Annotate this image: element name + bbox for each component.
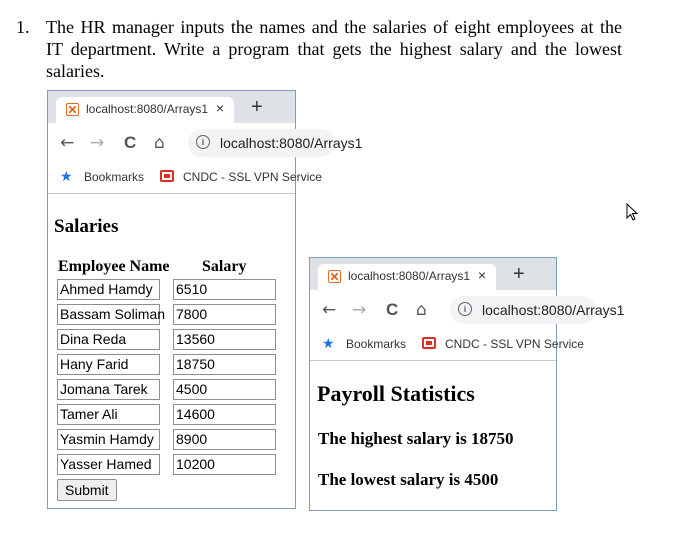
salary-input[interactable]: 13560 — [173, 329, 276, 350]
bookmarks-label[interactable]: Bookmarks — [346, 337, 407, 351]
salary-input[interactable]: 4500 — [173, 379, 276, 400]
salary-input[interactable]: 8900 — [173, 429, 276, 450]
question-number: 1. — [16, 17, 30, 37]
back-icon[interactable]: ← — [60, 133, 75, 153]
salary-input[interactable]: 7800 — [173, 304, 276, 325]
browser-tab[interactable] — [56, 97, 234, 123]
page-title: Payroll Statistics — [317, 381, 475, 406]
bookmarks-bar — [310, 330, 584, 361]
site-info-icon[interactable]: i — [458, 302, 472, 316]
tab-title: localhost:8080/Arrays1 — [348, 269, 471, 283]
home-icon[interactable]: ⌂ — [154, 133, 165, 153]
site-info-icon[interactable]: i — [196, 135, 210, 149]
bookmarks-star-icon: ★ — [60, 168, 73, 184]
page-title: Salaries — [54, 216, 119, 237]
browser-toolbar — [48, 123, 363, 163]
home-icon[interactable]: ⌂ — [416, 300, 427, 320]
url-text: localhost:8080/Arrays1 — [220, 135, 363, 151]
employee-name-input[interactable]: Bassam Soliman — [57, 304, 160, 325]
highest-salary-text: The highest salary is 18750 — [318, 429, 514, 448]
browser-tab[interactable] — [318, 264, 496, 290]
salary-input[interactable]: 14600 — [173, 404, 276, 425]
mouse-cursor-icon — [626, 203, 640, 223]
employee-name-input[interactable]: Dina Reda — [57, 329, 160, 350]
employee-name-input[interactable]: Yasmin Hamdy — [57, 429, 160, 450]
employee-name-input[interactable]: Hany Farid — [57, 354, 160, 375]
tab-strip — [48, 91, 295, 123]
employee-name-input[interactable]: Yasser Hamed — [57, 454, 160, 475]
column-header-salary: Salary — [202, 258, 247, 275]
tomcat-favicon-icon — [328, 270, 341, 283]
close-tab-icon[interactable]: × — [215, 100, 224, 116]
url-text: localhost:8080/Arrays1 — [482, 302, 625, 318]
salary-input[interactable]: 18750 — [173, 354, 276, 375]
page-content — [310, 361, 556, 510]
reload-icon[interactable]: C — [386, 300, 399, 319]
employee-name-input[interactable]: Tamer Ali — [57, 404, 160, 425]
vpn-bookmark[interactable]: CNDC - SSL VPN Service — [183, 170, 322, 184]
question-line: The HR manager inputs the names and the salaries of eight employees at the — [46, 17, 622, 37]
new-tab-icon[interactable]: + — [513, 263, 525, 285]
bookmarks-bar — [48, 163, 322, 194]
forward-icon[interactable]: → — [352, 300, 367, 320]
salaries-browser-window — [47, 90, 363, 509]
employee-name-input[interactable]: Jomana Tarek — [57, 379, 160, 400]
salary-input[interactable]: 10200 — [173, 454, 276, 475]
vpn-bookmark[interactable]: CNDC - SSL VPN Service — [445, 337, 584, 351]
employee-name-input[interactable]: Ahmed Hamdy — [57, 279, 160, 300]
new-tab-icon[interactable]: + — [251, 96, 263, 118]
question-text — [46, 16, 622, 82]
salary-input[interactable]: 6510 — [173, 279, 276, 300]
bookmarks-label[interactable]: Bookmarks — [84, 170, 145, 184]
tab-title: localhost:8080/Arrays1 — [86, 102, 209, 116]
vpn-bookmark-icon — [160, 170, 174, 182]
close-tab-icon[interactable]: × — [477, 267, 486, 283]
vpn-bookmark-icon — [422, 337, 436, 349]
question-line: salaries. — [46, 61, 105, 81]
address-bar[interactable] — [450, 296, 625, 324]
tab-strip — [310, 258, 556, 290]
lowest-salary-text: The lowest salary is 4500 — [318, 470, 499, 489]
back-icon[interactable]: ← — [322, 300, 337, 320]
browser-toolbar — [310, 290, 625, 330]
page-content — [48, 194, 295, 508]
forward-icon[interactable]: → — [90, 133, 105, 153]
bookmarks-star-icon: ★ — [322, 335, 335, 351]
reload-icon[interactable]: C — [124, 133, 137, 152]
submit-button[interactable]: Submit — [57, 479, 117, 501]
payroll-browser-window — [309, 257, 625, 511]
question-line: IT department. Write a program that gets the highest salary and the lowest — [46, 39, 622, 59]
address-bar[interactable] — [188, 129, 363, 157]
column-header-employee-name: Employee Name — [58, 258, 170, 275]
tomcat-favicon-icon — [66, 103, 79, 116]
